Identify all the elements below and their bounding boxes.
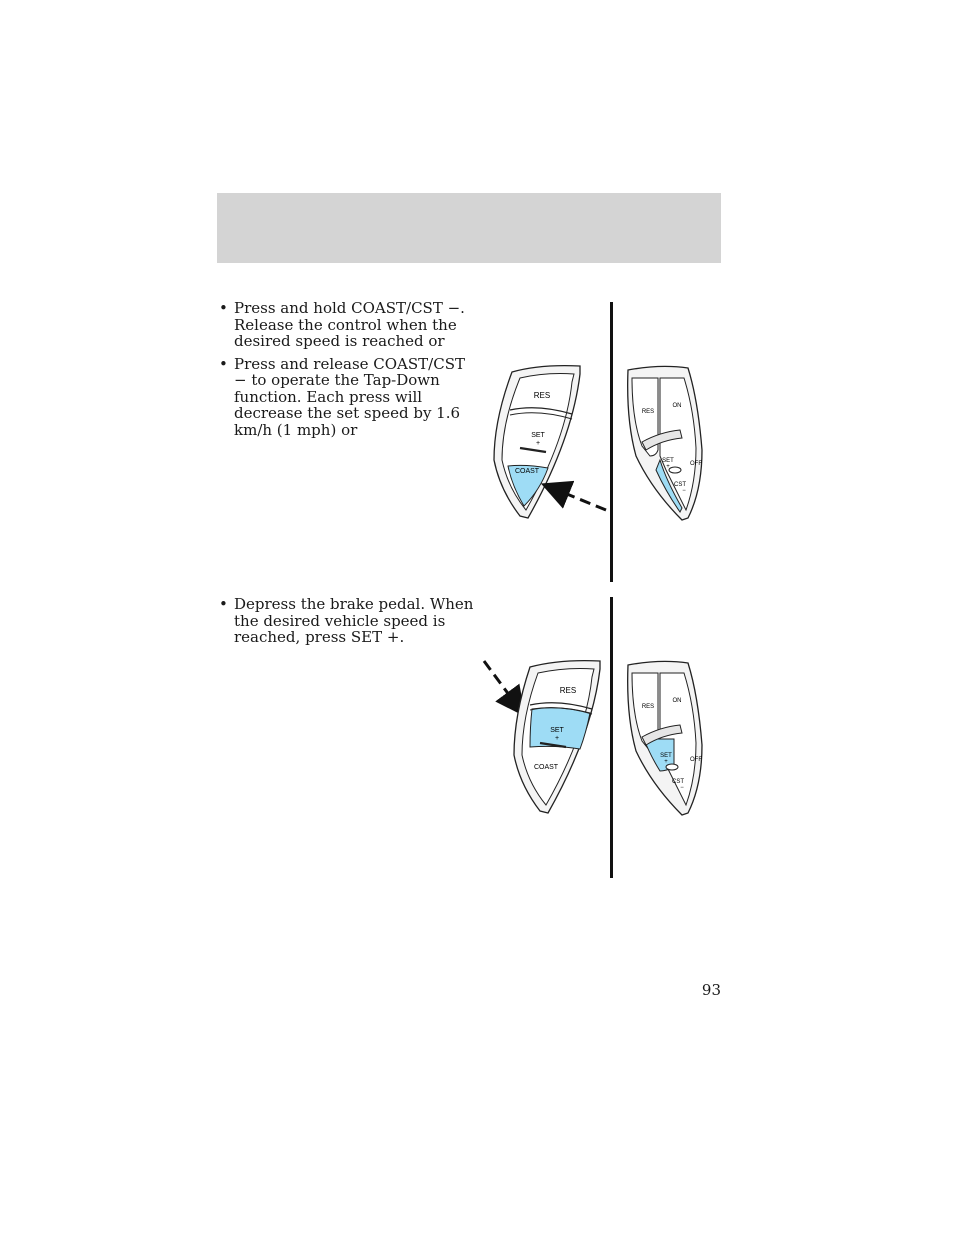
coast-label: COAST <box>514 468 540 475</box>
dashed-arrow <box>552 488 606 510</box>
on-label: ON <box>672 403 682 409</box>
page-number: 93 <box>701 981 721 999</box>
bullet-item <box>217 356 477 439</box>
header-band <box>217 193 721 263</box>
set-label: SET <box>662 458 674 464</box>
bullet-item <box>217 596 477 646</box>
right-control-pod <box>628 661 703 815</box>
figure-set-controls <box>480 655 730 830</box>
plus-label: + <box>664 759 668 765</box>
set-label: SET <box>531 432 545 439</box>
figure-coast-controls <box>480 360 730 530</box>
res-label: RES <box>533 391 551 400</box>
bullet-list-set <box>217 596 477 652</box>
bullet-dot: • <box>219 299 228 317</box>
res-label: RES <box>641 409 655 415</box>
bullet-list-coast <box>217 300 477 444</box>
res-label: RES <box>559 686 577 695</box>
coast-label: COAST <box>533 764 559 771</box>
plus-label: + <box>554 735 560 742</box>
bullet-item <box>217 300 477 350</box>
set-label: SET <box>550 727 564 734</box>
cst-label: CST <box>672 779 684 785</box>
left-control-pod <box>514 661 600 813</box>
plus-label: + <box>666 464 670 470</box>
minus-label: − <box>682 488 686 494</box>
bullet-text: Depress the brake pedal. When the desired vehicle speed is reached, press SET +. <box>234 595 474 646</box>
set-label: SET <box>660 753 672 759</box>
minus-label: − <box>680 785 684 791</box>
coast-controls-illustration <box>480 360 730 530</box>
right-control-pod <box>628 366 703 520</box>
on-label: ON <box>672 698 682 704</box>
bullet-dot: • <box>219 354 228 373</box>
set-controls-illustration <box>480 655 730 830</box>
bullet-dot: • <box>219 595 228 613</box>
dashed-arrow <box>484 661 518 707</box>
off-label: OFF <box>690 757 702 763</box>
off-label: OFF <box>690 461 702 467</box>
plus-label: + <box>535 440 541 447</box>
res-label: RES <box>641 704 655 710</box>
cst-label: CST <box>674 482 686 488</box>
bullet-text: Press and hold COAST/CST −. Release the control when the desired speed is reached or <box>234 299 465 350</box>
bullet-text: Press and release COAST/CST − to operate the Tap-Down function. Each press will decrease the set speed by 1.6 km/h (1 mph) or <box>234 354 465 439</box>
